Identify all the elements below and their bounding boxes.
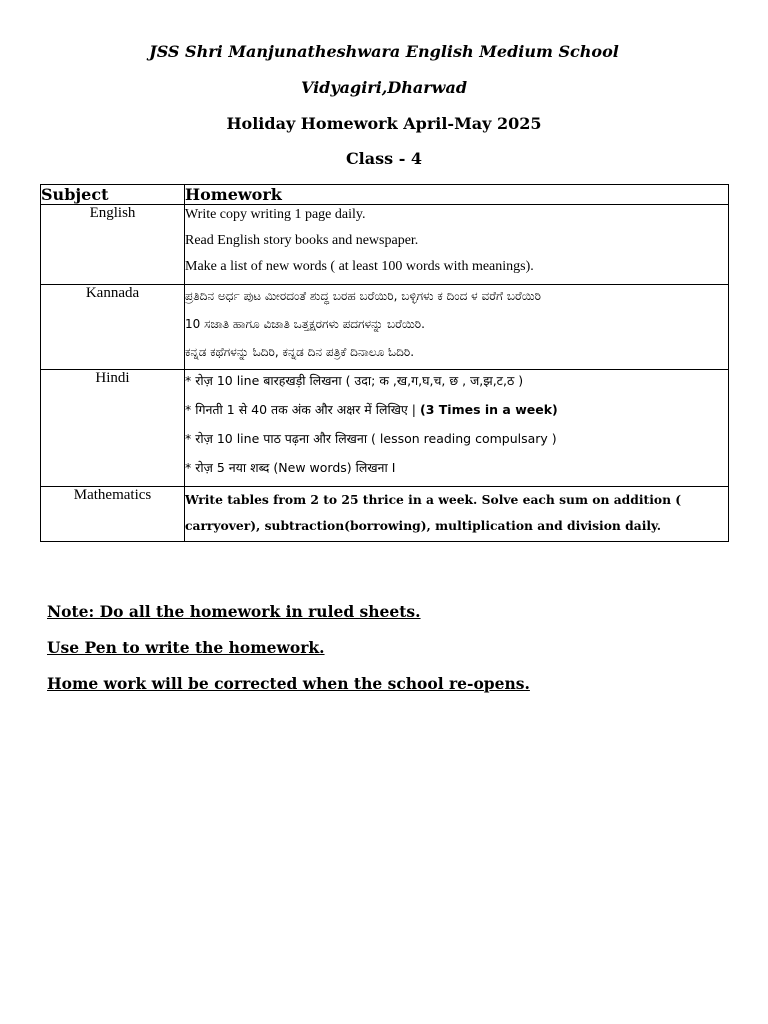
table-row-english (41, 205, 729, 285)
homework-hindi (185, 370, 729, 487)
table-row-hindi (41, 370, 729, 487)
subject-mathematics: Mathematics (41, 487, 185, 542)
homework-kannada (185, 285, 729, 370)
frequency-note: (3 Times in a week) (420, 402, 558, 417)
homework-table (40, 184, 729, 542)
homework-line: Write copy writing 1 page daily. (185, 207, 366, 222)
homework-line (185, 399, 728, 428)
homework-line: Make a list of new words ( at least 100 words with meanings). (185, 259, 534, 274)
subject-hindi: Hindi (41, 370, 185, 487)
subject-kannada: Kannada (41, 285, 185, 370)
table-row-mathematics (41, 487, 729, 542)
column-header-homework: Homework (185, 185, 729, 205)
homework-line: * रोज़ 10 line पाठ पढ़ना और लिखना ( lesson reading compulsary ) (185, 431, 557, 446)
school-location: Vidyagiri,Dharwad (300, 78, 468, 97)
note-use-pen: Use Pen to write the homework. (47, 638, 325, 657)
table-header-row (41, 185, 729, 205)
subject-english: English (41, 205, 185, 285)
document-title: Holiday Homework April-May 2025 (226, 114, 542, 133)
homework-english (185, 205, 729, 285)
class-label: Class - 4 (345, 149, 423, 168)
school-name: JSS Shri Manjunatheshwara English Medium School (149, 42, 619, 61)
note-ruled-sheets: Note: Do all the homework in ruled sheets. (47, 602, 421, 621)
table-row-kannada (41, 285, 729, 370)
homework-mathematics (185, 487, 729, 542)
homework-text: Write tables from 2 to 25 thrice in a week. Solve each sum on addition ( carryover), subtraction(borrowing), multiplication and division daily. (185, 492, 682, 533)
column-header-subject: Subject (41, 185, 185, 205)
homework-line: ಕನ್ನಡ ಕಥೆಗಳನ್ನು ಓದಿರಿ, ಕನ್ನಡ ದಿನ ಪತ್ರಿಕೆ ದಿನಾಲೂ ಓದಿರಿ. (185, 345, 415, 359)
note-correction: Home work will be corrected when the school re-opens. (47, 674, 530, 693)
homework-line: 10 ಸಜಾತಿ ಹಾಗೂ ವಿಜಾತಿ ಒತ್ತಕ್ಷರಗಳು ಪದಗಳನ್ನು ಬರೆಯಿರಿ. (185, 317, 425, 331)
homework-line: ಪ್ರತಿದಿನ ಅರ್ಧ ಪುಟ ಮೀರದಂತೆ ಶುದ್ಧ ಬರಹ ಬರೆಯಿರಿ, ಬಳ್ಳಿಗಳು ಕ ದಿಂದ ಳ ವರೆಗೆ ಬರೆಯಿರಿ (185, 289, 541, 303)
homework-line-text: * गिनती 1 से 40 तक अंक और अक्षर में लिखिए | (185, 402, 417, 417)
homework-line: * रोज़ 5 नया शब्द (New words) लिखना I (185, 460, 396, 475)
homework-line: Read English story books and newspaper. (185, 233, 419, 248)
homework-line: * रोज़ 10 line बारहखड़ी लिखना ( उदा; क ,ख,ग,घ,च, छ , ज,झ,ट,ठ ) (185, 373, 524, 388)
